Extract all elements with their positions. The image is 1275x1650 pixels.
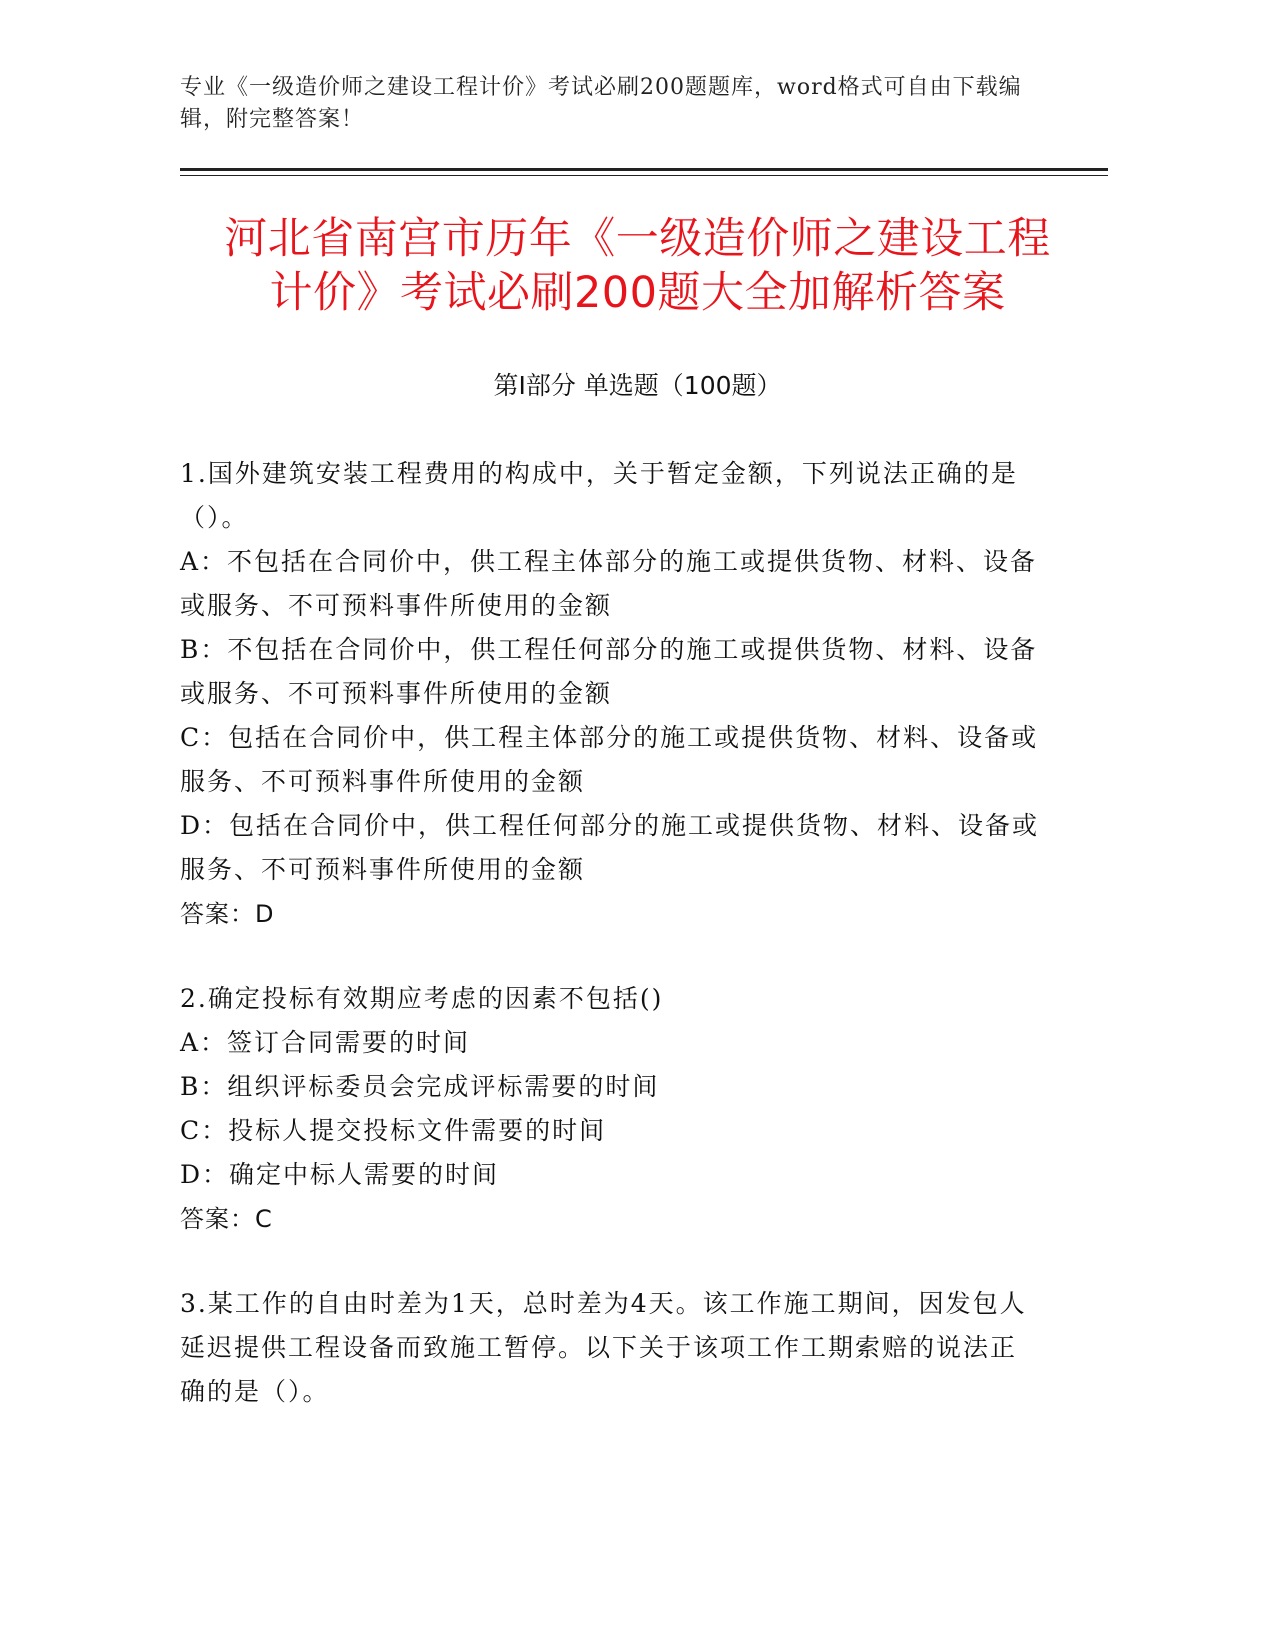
header-note: 专业《一级造价师之建设工程计价》考试必刷200题题库，word格式可自由下载编辑，附完整答案！ [180, 75, 1022, 132]
question-stem: 1.国外建筑安装工程费用的构成中，关于暂定金额，下列说法正确的是（）。 [180, 459, 1018, 532]
answer: 答案：D [180, 900, 275, 928]
option-a: A：签订合同需要的时间 [180, 1028, 471, 1057]
header-divider-thick [180, 168, 1108, 171]
question-stem: 2.确定投标有效期应考虑的因素不包括() [180, 984, 664, 1013]
option-c: C：包括在合同价中，供工程主体部分的施工或提供货物、材料、设备或服务、不可预料事件所使用的金额 [180, 723, 1039, 796]
question-stem: 3.某工作的自由时差为1天，总时差为4天。该工作施工期间，因发包人延迟提供工程设备而致施工暂停。以下关于该项工作工期索赔的说法正确的是（）。 [180, 1289, 1027, 1406]
header-divider-thin [180, 175, 1108, 176]
option-a: A：不包括在合同价中，供工程主体部分的施工或提供货物、材料、设备或服务、不可预料事件所使用的金额 [180, 547, 1038, 620]
section-title: 第Ⅰ部分 单选题（100题） [493, 371, 782, 400]
document-title-line-1: 河北省南宫市历年《一级造价师之建设工程 [224, 214, 1051, 264]
option-d: D：包括在合同价中，供工程任何部分的施工或提供货物、材料、设备或服务、不可预料事件所使用的金额 [180, 811, 1040, 884]
option-d: D：确定中标人需要的时间 [180, 1160, 500, 1189]
question-1 [180, 452, 1040, 936]
option-b: B：组织评标委员会完成评标需要的时间 [180, 1072, 660, 1101]
question-2 [180, 977, 1040, 1241]
answer: 答案：C [180, 1205, 273, 1233]
document-title-line-2: 计价》考试必刷200题大全加解析答案 [269, 268, 1006, 318]
option-c: C：投标人提交投标文件需要的时间 [180, 1116, 607, 1145]
option-b: B：不包括在合同价中，供工程任何部分的施工或提供货物、材料、设备或服务、不可预料事件所使用的金额 [180, 635, 1038, 708]
document-title [150, 212, 1125, 320]
question-list [180, 452, 1040, 1455]
question-3 [180, 1282, 1040, 1414]
